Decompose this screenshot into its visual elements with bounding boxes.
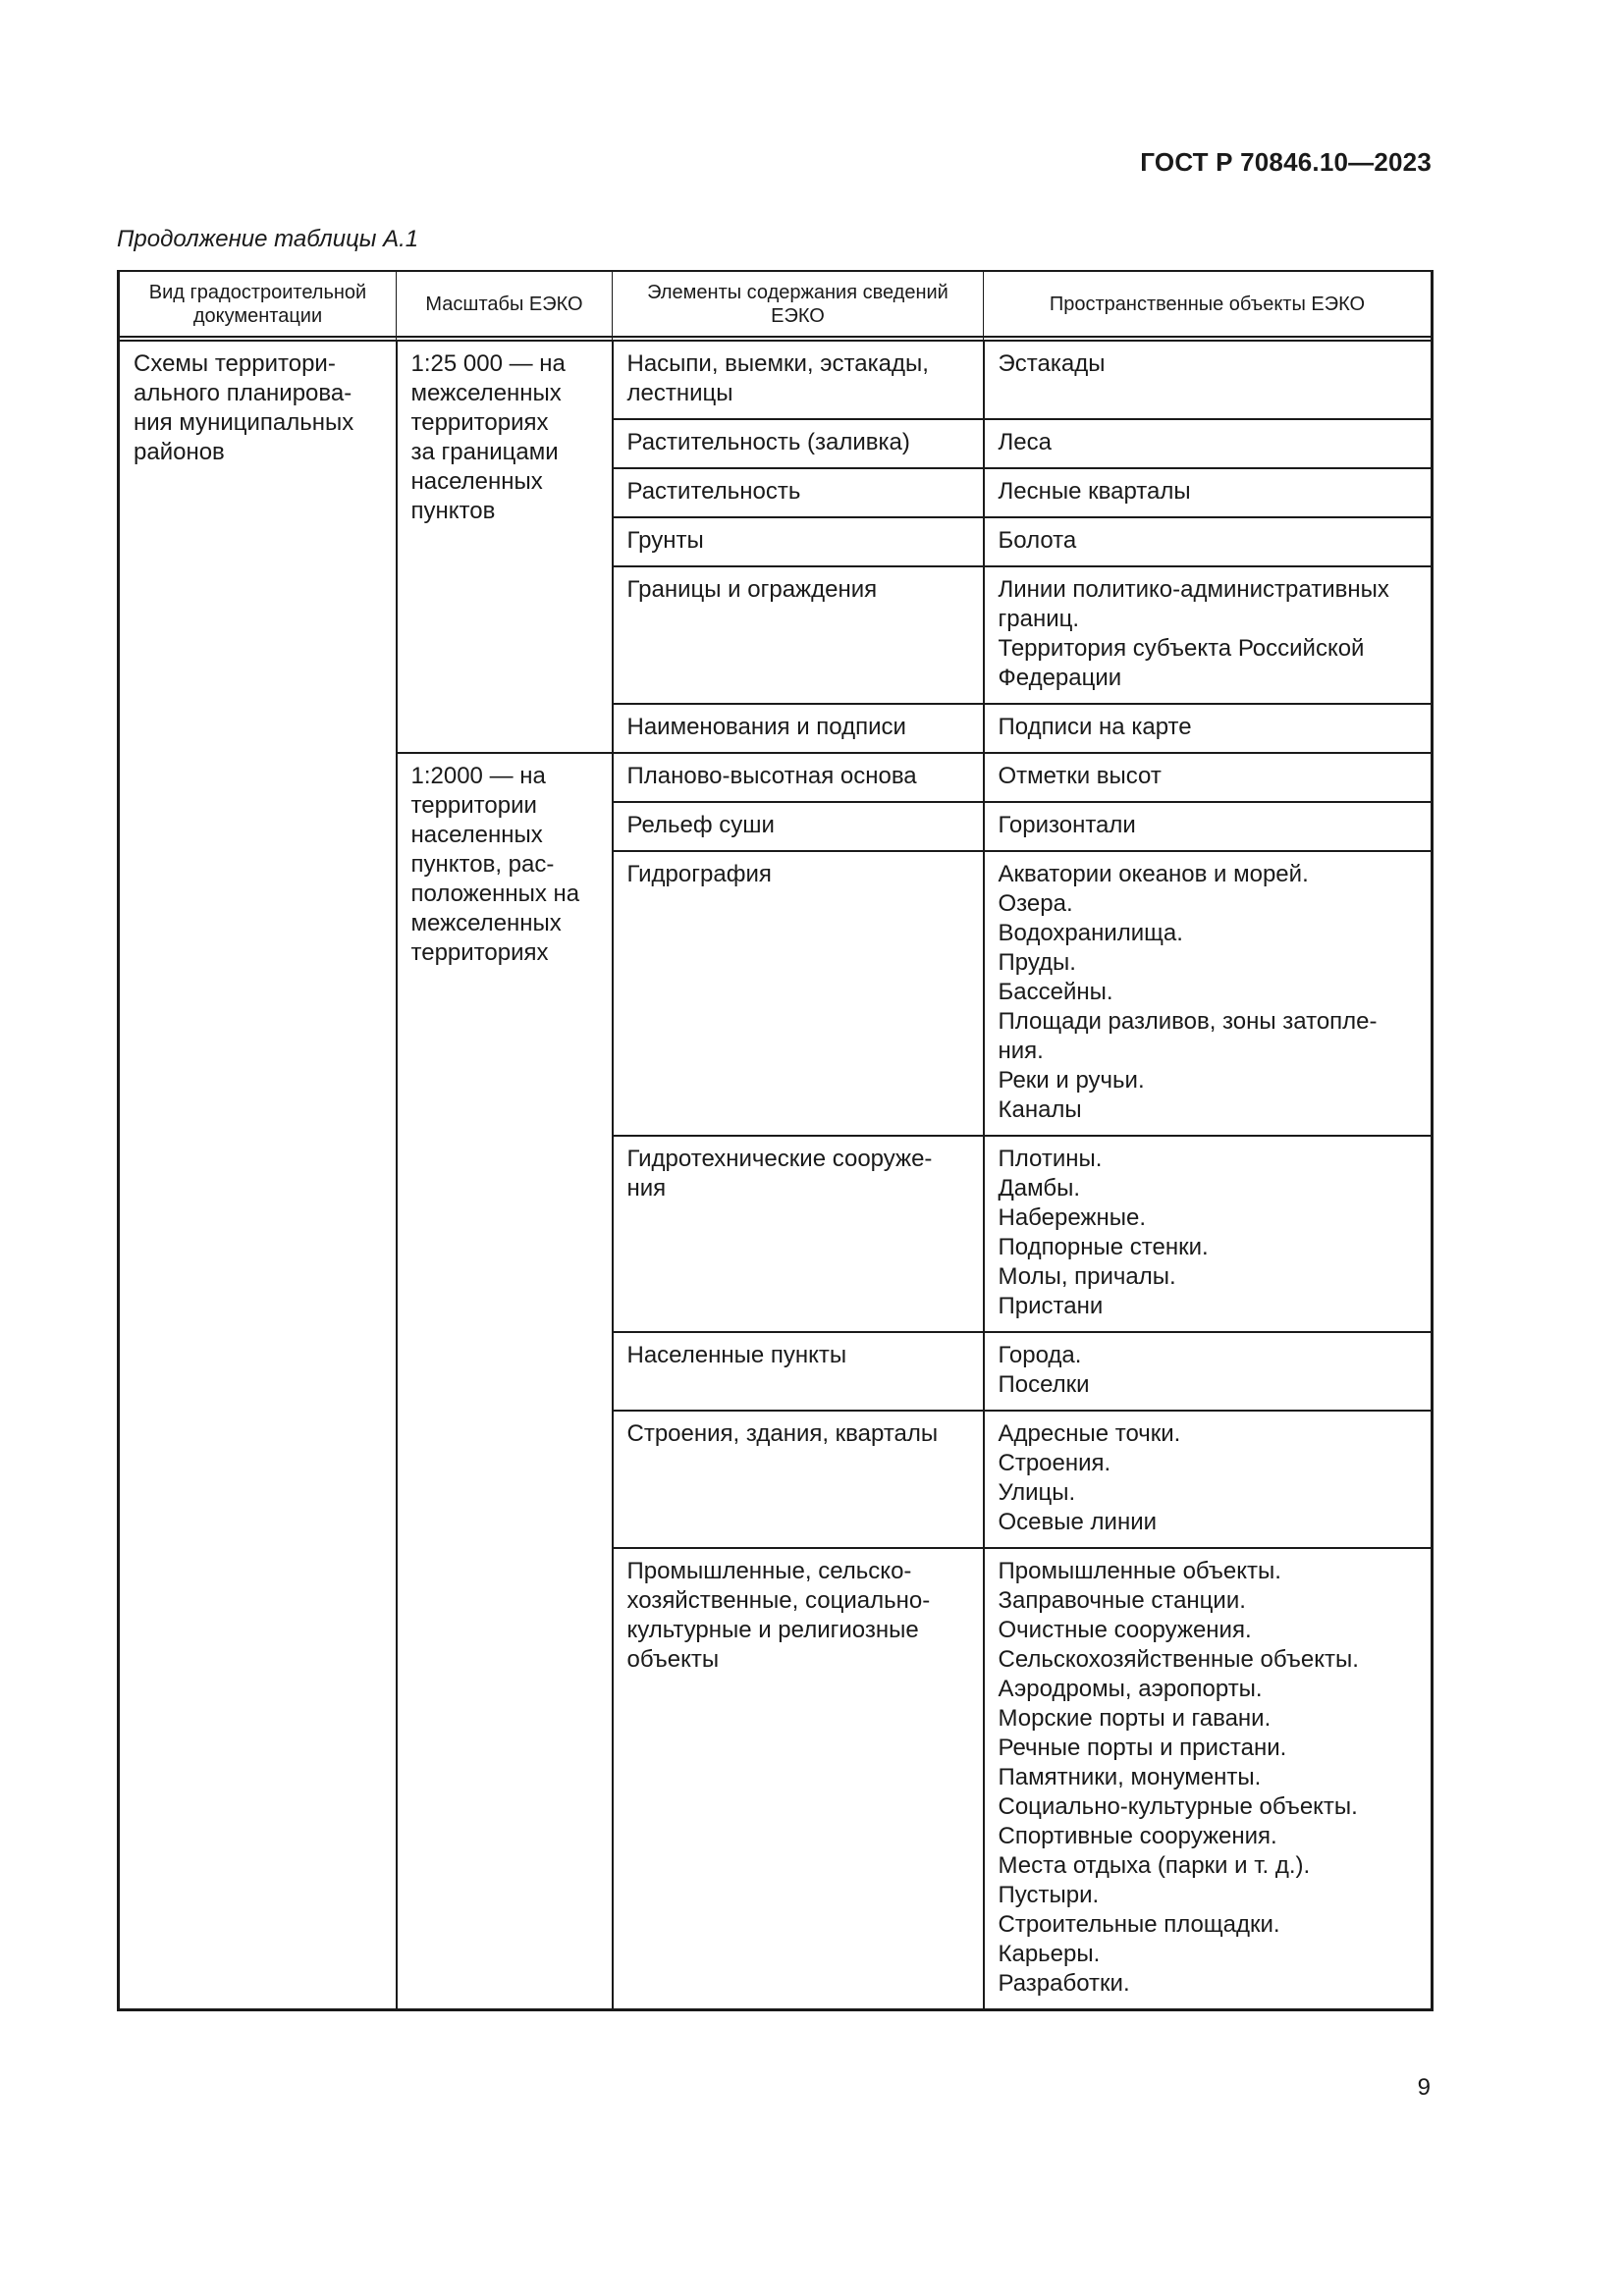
text-line: Памятники, монументы. — [998, 1764, 1262, 1790]
page-number: 9 — [1417, 2074, 1431, 2101]
text-line: Пустыри. — [998, 1882, 1100, 1908]
text-line: Отметки высот — [998, 763, 1162, 789]
text-line: Вид градостроительной — [148, 281, 367, 303]
text-line: межселенных — [410, 380, 562, 406]
text-line: ния муниципальных — [134, 409, 354, 436]
table-row — [119, 341, 1433, 419]
text-line: Масштабы ЕЭКО — [425, 293, 583, 315]
cell-objects — [984, 802, 1433, 851]
text-line: Грунты — [626, 527, 704, 554]
text-line: Федерации — [998, 665, 1122, 691]
header-doc-type — [119, 271, 397, 337]
cell-objects — [984, 851, 1433, 1136]
cell-objects — [984, 517, 1433, 566]
header-scales — [397, 271, 613, 337]
document-code: ГОСТ Р 70846.10—2023 — [1140, 147, 1432, 177]
text-line: хозяйственные, социально- — [626, 1587, 931, 1614]
table-caption: Продолжение таблицы А.1 — [117, 226, 419, 252]
text-line: Адресные точки. — [998, 1420, 1181, 1447]
text-line: Речные порты и пристани. — [998, 1735, 1287, 1761]
text-line: Морские порты и гавани. — [998, 1705, 1272, 1732]
text-line: границ. — [998, 606, 1080, 632]
text-line: Спортивные сооружения. — [998, 1823, 1277, 1849]
text-line: Сельскохозяйственные объекты. — [998, 1646, 1359, 1673]
text-line: территориях — [410, 409, 549, 436]
text-line: Территория субъекта Российской — [998, 635, 1365, 662]
text-line: Улицы. — [998, 1479, 1076, 1506]
text-line: документации — [192, 304, 323, 327]
text-line: территории — [410, 792, 537, 819]
text-line: Горизонтали — [998, 812, 1136, 838]
text-line: Каналы — [998, 1096, 1082, 1123]
text-line: населенных — [410, 822, 543, 848]
text-line: ального планирова- — [134, 380, 352, 406]
text-line: 1:25 000 — на — [410, 350, 566, 377]
text-line: Гидротехнические сооруже- — [626, 1146, 933, 1172]
text-line: Молы, причалы. — [998, 1263, 1176, 1290]
cell-element — [613, 468, 984, 517]
text-line: Осевые линии — [998, 1509, 1158, 1535]
text-line: Строения. — [998, 1450, 1111, 1476]
text-line: Лесные кварталы — [998, 478, 1191, 505]
text-line: Болота — [998, 527, 1077, 554]
text-line: Подпорные стенки. — [998, 1234, 1209, 1260]
text-line: Леса — [998, 429, 1052, 455]
text-line: Аэродромы, аэропорты. — [998, 1676, 1263, 1702]
text-line: Площади разливов, зоны затопле- — [998, 1008, 1378, 1035]
text-line: Границы и ограждения — [626, 576, 878, 603]
text-line: Эстакады — [998, 350, 1106, 377]
text-line: Водохранилища. — [998, 920, 1183, 946]
text-line: Схемы территори- — [134, 350, 336, 377]
text-line: Насыпи, выемки, эстакады, — [626, 350, 929, 377]
text-line: Строительные площадки. — [998, 1911, 1280, 1938]
text-line: Рельеф суши — [626, 812, 775, 838]
text-line: Набережные. — [998, 1204, 1147, 1231]
text-line: Плотины. — [998, 1146, 1103, 1172]
text-line: Пристани — [998, 1293, 1104, 1319]
cell-element — [613, 802, 984, 851]
header-elements — [613, 271, 984, 337]
cell-element — [613, 419, 984, 468]
text-line: Планово-высотная основа — [626, 763, 917, 789]
table-header-row — [119, 271, 1433, 337]
text-line: населенных — [410, 468, 543, 495]
text-line: за границами — [410, 439, 559, 465]
text-line: Промышленные объекты. — [998, 1558, 1281, 1584]
cell-element — [613, 704, 984, 753]
text-line: Дамбы. — [998, 1175, 1080, 1201]
text-line: территориях — [410, 939, 549, 966]
text-line: 1:2000 — на — [410, 763, 546, 789]
text-line: Разработки. — [998, 1970, 1130, 1997]
text-line: Линии политико-административных — [998, 576, 1389, 603]
text-line: Заправочные станции. — [998, 1587, 1246, 1614]
text-line: Строения, здания, кварталы — [626, 1420, 939, 1447]
text-line: Поселки — [998, 1371, 1090, 1398]
text-line: Населенные пункты — [626, 1342, 847, 1368]
cell-objects — [984, 1136, 1433, 1332]
text-line: положенных на — [410, 881, 580, 907]
text-line: Подписи на карте — [998, 714, 1192, 740]
content-table — [117, 270, 1434, 2011]
text-line: Города. — [998, 1342, 1082, 1368]
text-line: объекты — [626, 1646, 720, 1673]
header-objects — [984, 271, 1433, 337]
cell-objects — [984, 341, 1433, 419]
cell-objects — [984, 1411, 1433, 1548]
text-line: Озера. — [998, 890, 1073, 917]
cell-scale-25000 — [397, 341, 613, 753]
cell-element — [613, 1332, 984, 1411]
text-line: Пространственные объекты ЕЭКО — [1049, 293, 1366, 315]
text-line: лестницы — [626, 380, 733, 406]
cell-element — [613, 341, 984, 419]
text-line: межселенных — [410, 910, 562, 936]
text-line: пунктов, рас- — [410, 851, 555, 878]
text-line: Наименования и подписи — [626, 714, 906, 740]
cell-element — [613, 1548, 984, 2010]
text-line: Акватории океанов и морей. — [998, 861, 1309, 887]
cell-element — [613, 753, 984, 802]
cell-objects — [984, 566, 1433, 704]
text-line: Растительность — [626, 478, 801, 505]
cell-element — [613, 566, 984, 704]
cell-doc-type — [119, 341, 397, 2010]
cell-element — [613, 517, 984, 566]
text-line: Места отдыха (парки и т. д.). — [998, 1852, 1311, 1879]
cell-element — [613, 1136, 984, 1332]
cell-element — [613, 1411, 984, 1548]
text-line: Очистные сооружения. — [998, 1617, 1252, 1643]
cell-objects — [984, 704, 1433, 753]
text-line: районов — [134, 439, 225, 465]
text-line: Бассейны. — [998, 979, 1113, 1005]
text-line: Карьеры. — [998, 1941, 1101, 1967]
text-line: культурные и религиозные — [626, 1617, 919, 1643]
text-line: Промышленные, сельско- — [626, 1558, 912, 1584]
text-line: Пруды. — [998, 949, 1076, 976]
cell-objects — [984, 468, 1433, 517]
text-line: ЕЭКО — [771, 304, 825, 327]
text-line: ния — [626, 1175, 667, 1201]
text-line: Социально-культурные объекты. — [998, 1793, 1358, 1820]
cell-scale-2000 — [397, 753, 613, 2010]
text-line: ния. — [998, 1038, 1044, 1064]
text-line: пунктов — [410, 498, 496, 524]
cell-objects — [984, 1548, 1433, 2010]
cell-objects — [984, 753, 1433, 802]
cell-objects — [984, 1332, 1433, 1411]
text-line: Реки и ручьи. — [998, 1067, 1145, 1094]
text-line: Растительность (заливка) — [626, 429, 910, 455]
cell-objects — [984, 419, 1433, 468]
text-line: Гидрография — [626, 861, 772, 887]
text-line: Элементы содержания сведений — [647, 281, 948, 303]
cell-element — [613, 851, 984, 1136]
